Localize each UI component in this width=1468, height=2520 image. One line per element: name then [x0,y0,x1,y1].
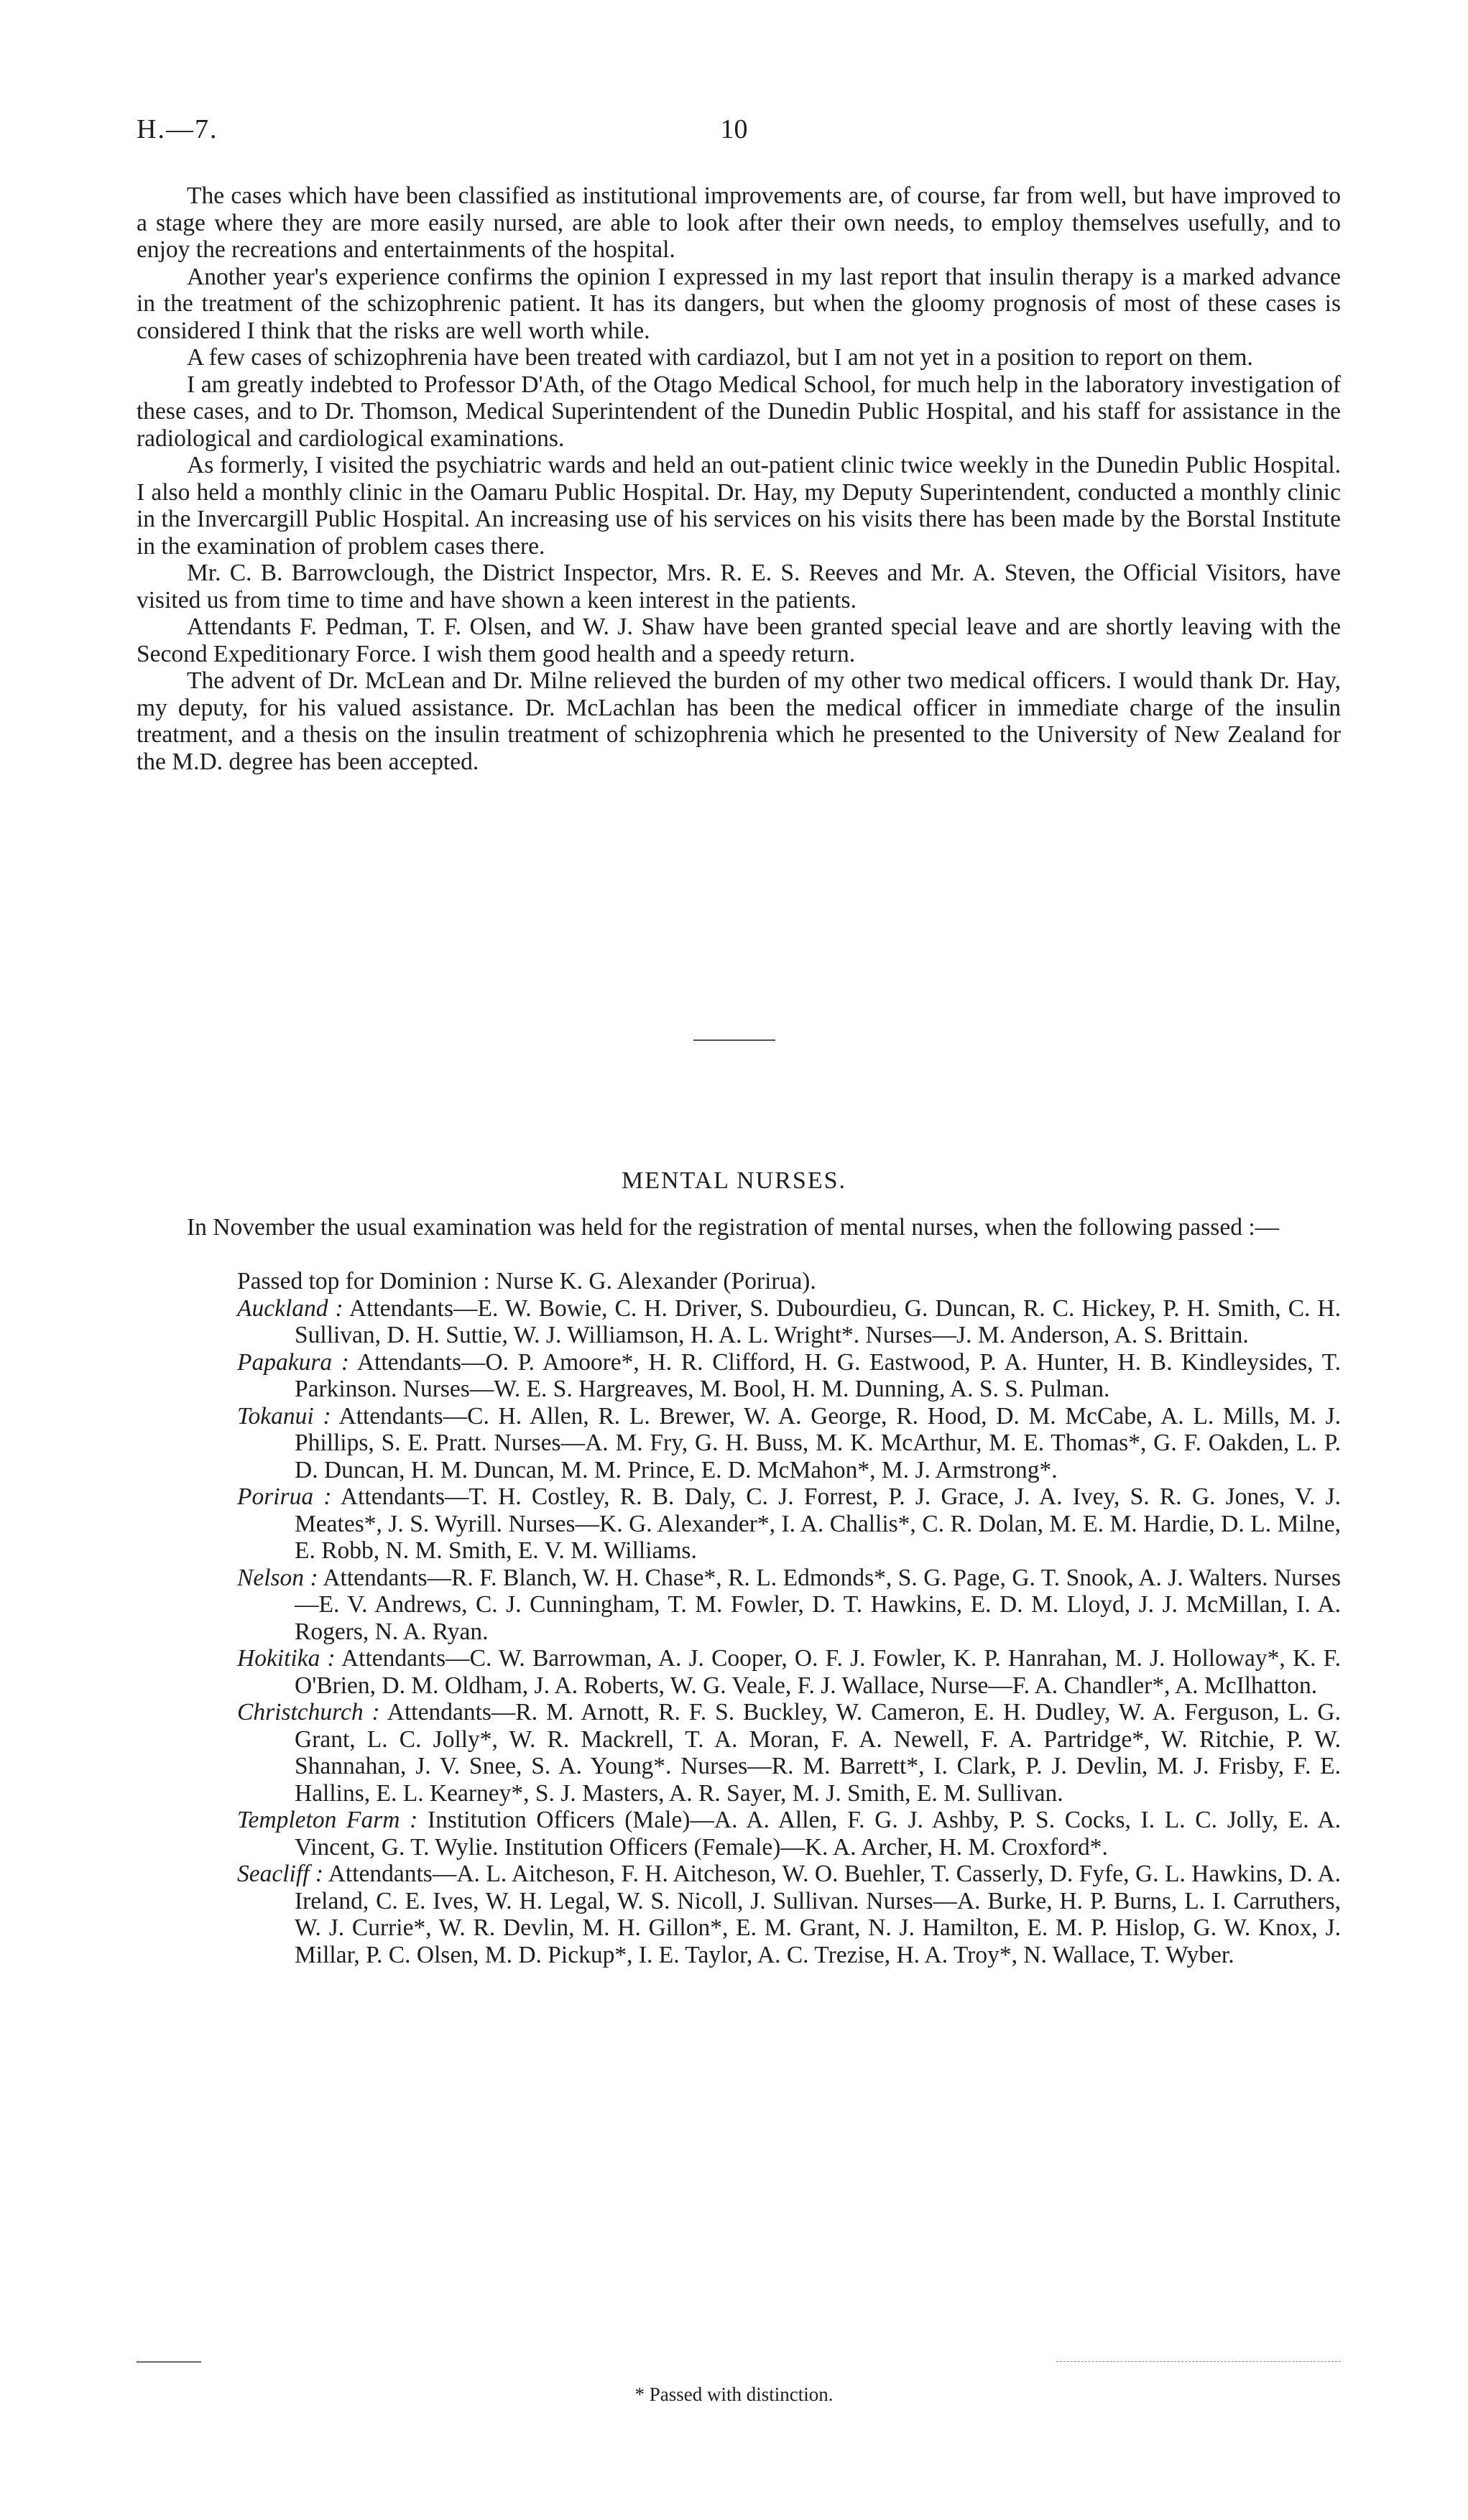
footer-rule [1056,2361,1341,2362]
footnote: * Passed with distinction. [634,2384,834,2405]
place-name: Templeton Farm : [237,1807,418,1833]
list-item [237,1699,1341,1807]
paragraph: The cases which have been classified as institutional improvements are, of course, far from well, but have improved to a stage where they are more easily nursed, are able to look after their own needs, to employ themselves usefully, and to enjoy the recreations and entertainments of the hospital. [137,182,1341,263]
names: Attendants—T. H. Costley, R. B. Daly, C. J. Forrest, P. J. Grace, J. A. Ivey, S. R. G. Jones, V. J. Meates*, J. S. Wyrill. Nurses—K. G. Alexander*, I. A. Challis*, C. R. Dolan, M. E. M. Hardie, D. L. Milne, E. Robb, N. M. Smith, E. V. M. Williams. [295,1483,1342,1564]
names: Attendants—E. W. Bowie, C. H. Driver, S. Dubourdieu, G. Duncan, R. C. Hickey, P. H. Smith, C. H. Sullivan, D. H. Suttie, W. J. Williamson, H. A. L. Wright*. Nurses—J. M. Anderson, A. S. Brittain. [295,1294,1341,1348]
names: Attendants—O. P. Amoore*, H. R. Clifford, H. G. Eastwood, P. A. Hunter, H. B. Kindleysides, T. Parkinson. Nurses—W. E. S. Hargreaves, M. Bool, H. M. Dunning, A. S. S. Pulman. [295,1348,1341,1402]
place-name: Christchurch : [237,1699,380,1725]
place-name: Auckland : [237,1294,343,1322]
list-item [237,1349,1341,1403]
list-item [237,1861,1341,1968]
footer-rule [137,2361,201,2363]
section-divider [693,1039,775,1041]
place-name: Nelson : [237,1564,318,1591]
paragraph: Mr. C. B. Barrowclough, the District Inspector, Mrs. R. E. S. Reeves and Mr. A. Steven, the Official Visitors, have visited us from time to time and have shown a keen interest in the patients. [137,560,1341,613]
names: Attendants—C. H. Allen, R. L. Brewer, W. A. George, R. Hood, D. M. McCabe, A. L. Mills, M. J. Phillips, S. E. Pratt. Nurses—A. M. Fry, G. H. Buss, M. K. McArthur, M. E. Thomas*, G. F. Oakden, L. P. D. Duncan, H. M. Duncan, M. M. Prince, E. D. McMahon*, M. J. Armstrong*. [295,1402,1342,1483]
paragraph: I am greatly indebted to Professor D'Ath, of the Otago Medical School, for much help in the laboratory investigation of these cases, and to Dr. Thomson, Medical Superintendent of the Dunedin Public Hospital, and his staff for assistance in the radiological and cardiological examinations. [137,371,1341,452]
names: Attendants—A. L. Aitcheson, F. H. Aitcheson, W. O. Buehler, T. Casserly, D. Fyfe, G. L. Hawkins, D. A. Ireland, C. E. Ives, W. H. Legal, W. S. Nicoll, J. Sullivan. Nurses—A. Burke, H. P. Burns, L. I. Carruthers, W. J. Currie*, W. R. Devlin, M. H. Gillon*, E. M. Grant, N. J. Hamilton, E. M. P. Hislop, G. W. Knox, J. Millar, P. C. Olsen, M. D. Pickup*, I. E. Taylor, A. C. Trezise, H. A. Troy*, N. Wallace, T. Wyber. [295,1861,1341,1968]
paragraph: A few cases of schizophrenia have been treated with cardiazol, but I am not yet in a position to report on them. [187,344,1253,371]
list-item [237,1807,1341,1861]
names: Institution Officers (Male)—A. A. Allen, F. G. J. Ashby, P. S. Cocks, I. L. C. Jolly, E. A. Vincent, G. T. Wylie. Institution Officers (Female)—K. A. Archer, H. M. Croxford*. [295,1807,1341,1861]
list-item [237,1565,1341,1646]
list-item [237,1268,1341,1295]
names: Passed top for Dominion : Nurse K. G. Alexander (Porirua). [237,1268,816,1294]
section-intro [137,1214,1341,1241]
names: Attendants—C. W. Barrowman, A. J. Cooper, O. F. J. Fowler, K. P. Hanrahan, M. J. Holloway*, K. F. O'Brien, D. M. Oldham, J. A. Roberts, W. G. Veale, F. J. Wallace, Nurse—F. A. Chandler*, A. McIlhatton. [295,1645,1341,1699]
list-item [237,1295,1341,1349]
paragraph: The advent of Dr. McLean and Dr. Milne relieved the burden of my other two medical officers. I would thank Dr. Hay, my deputy, for his valued assistance. Dr. McLachlan has been the medical officer in immediate charge of the insulin treatment, and a thesis on the insulin treatment of schizophrenia which he presented to the University of New Zealand for the M.D. degree has been accepted. [137,667,1341,775]
paragraph: Attendants F. Pedman, T. F. Olsen, and W. J. Shaw have been granted special leave and are shortly leaving with the Second Expeditionary Force. I wish them good health and a speedy return. [137,613,1341,667]
place-name: Papakura : [237,1348,349,1376]
page-number: 10 [720,114,748,144]
list-item [237,1403,1341,1484]
place-name: Porirua : [237,1483,332,1510]
place-name: Hokitika : [237,1645,336,1672]
place-name: Tokanui : [237,1402,331,1430]
report-body [137,182,1341,775]
nurses-list [237,1268,1341,1968]
paragraph: Another year's experience confirms the opinion I expressed in my last report that insulin therapy is a marked advance in the treatment of the schizophrenic patient. It has its dangers, but when the gloomy prognosis of most of these cases is considered I think that the risks are well worth while. [137,263,1341,344]
paragraph: As formerly, I visited the psychiatric wards and held an out-patient clinic twice weekly in the Dunedin Public Hospital. I also held a monthly clinic in the Oamaru Public Hospital. Dr. Hay, my Deputy Superintendent, conducted a monthly clinic in the Invercargill Public Hospital. An increasing use of his services on his visits there has been made by the Borstal Institute in the examination of problem cases there. [137,452,1341,560]
paragraph: In November the usual examination was held for the registration of mental nurses, when the following passed :— [187,1214,1280,1241]
list-item [237,1645,1341,1699]
section-title: MENTAL NURSES. [621,1167,847,1194]
place-name: Seacliff : [237,1861,324,1887]
names: Attendants—R. F. Blanch, W. H. Chase*, R. L. Edmonds*, S. G. Page, G. T. Snook, A. J. Walters. Nurses—E. V. Andrews, C. J. Cunningham, T. M. Fowler, D. T. Hawkins, E. D. M. Lloyd, J. J. McMillan, I. A. Rogers, N. A. Ryan. [295,1564,1341,1645]
names: Attendants—R. M. Arnott, R. F. S. Buckley, W. Cameron, E. H. Dudley, W. A. Ferguson, L. G. Grant, L. C. Jolly*, W. R. Mackrell, T. A. Moran, F. A. Newell, F. A. Partridge*, W. Ritchie, P. W. Shannahan, J. V. Snee, S. A. Young*. Nurses—R. M. Barrett*, I. Clark, P. J. Devlin, M. J. Frisby, F. E. Hallins, E. L. Kearney*, S. J. Masters, A. R. Sayer, M. J. Smith, E. M. Sullivan. [295,1699,1341,1807]
list-item [237,1483,1341,1565]
document-reference: H.—7. [137,114,218,144]
